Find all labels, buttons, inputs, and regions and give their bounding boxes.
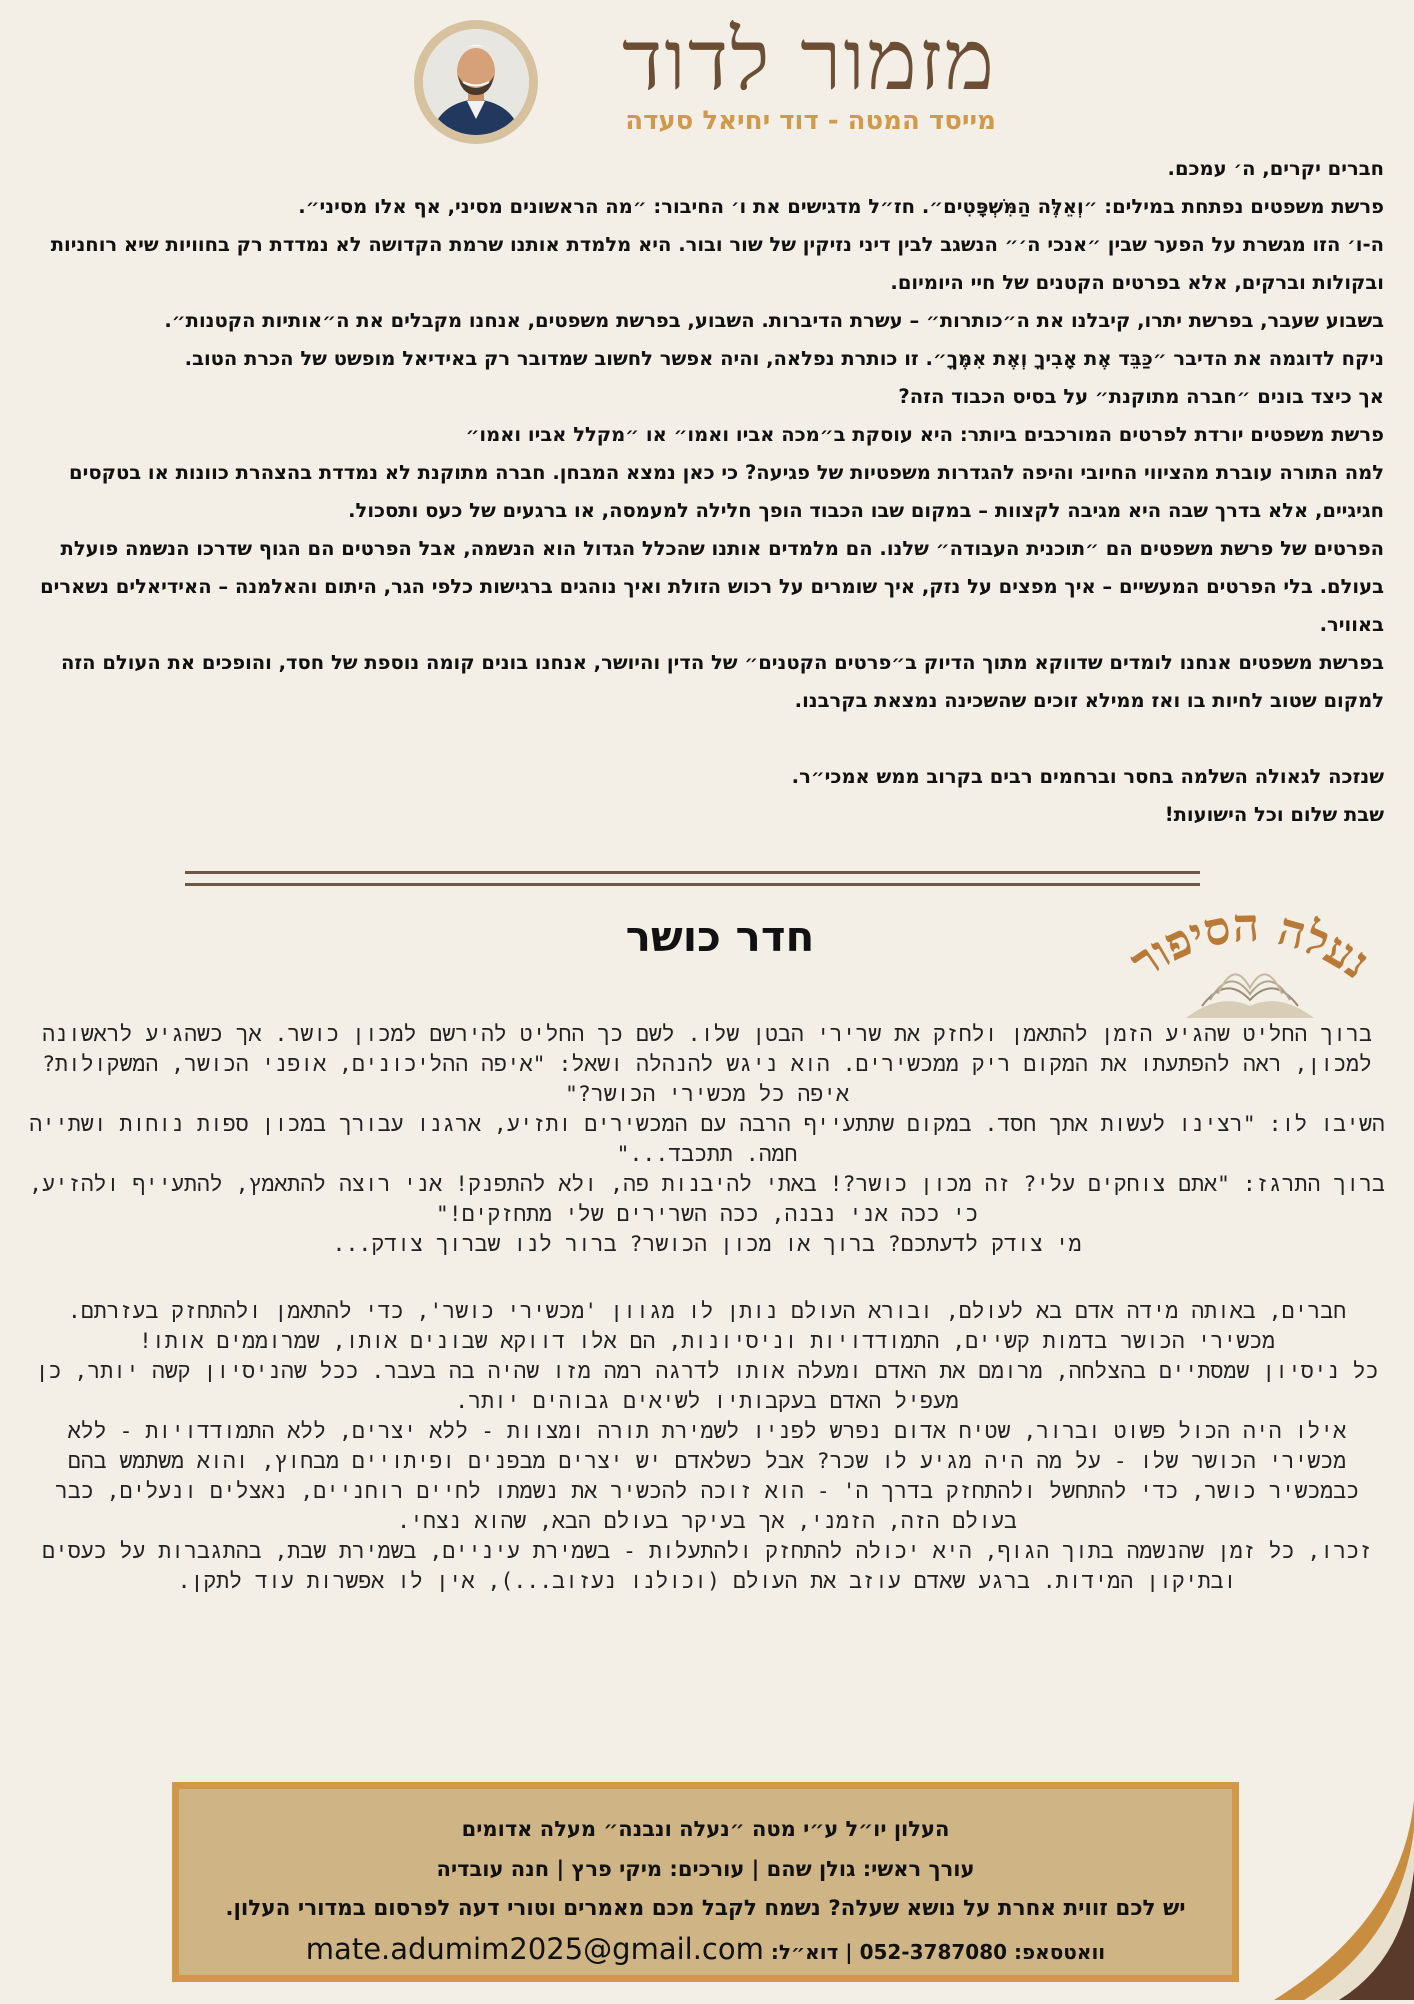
page-title: מזמור לדוד [621, 11, 996, 109]
footer-invitation: יש לכם זווית אחרת על נושא שעלה? נשמח לקבל מכם מאמרים וטורי דעה לפרסום במדורי העלון. [225, 1896, 1186, 1921]
footer-publisher: העלון יו״ל ע״י מטה ״נעלה ונבנה״ מעלה אדומים [461, 1817, 950, 1841]
weekly-letter [20, 150, 1384, 834]
story-paragraph: זכרו, כל זמן שהנשמה בתוך הגוף, היא יכולה להתחזק ולהתעלות - בשמירת עיניים, בשמירת שבת, בהתגברות על כעסים ובתיקון המידות. ברגע שאדם עוזב את העולם (וכולנו נעזוב...), אין לו אפשרות עוד לתקן. [42, 1539, 1372, 1594]
story-paragraph: חברים, באותה מידה אדם בא לעולם, ובורא העולם נותן לו מגוון 'מכשירי כושר', כדי להתאמן ולהתחזק בעזרתם. מכשירי הכושר בדמות קשיים, התמודדויות וניסיונות, הם אלו דווקא שבונים אותו, שמרוממים אותו! [67, 1299, 1347, 1354]
story-section-badge [1118, 896, 1382, 1020]
svg-text:נעלה הסיפור [1120, 898, 1380, 990]
footer-contact [179, 1932, 1232, 1966]
story-paragraph: מי צודק לדעתכם? ברוך או מכון הכושר? ברור לנו שברוך צודק... [332, 1232, 1082, 1257]
open-book-icon [1186, 974, 1314, 1018]
footer-contact-prefix: וואטסאפ: 052-3787080 | דוא״ל: [770, 1940, 1106, 1964]
letter-paragraph: בפרשת משפטים אנחנו לומדים שדווקא מתוך הדיוק ב״פרטים הקטנים״ של הדין והיושר, אנחנו בונים קומה נוספת של חסד, והופכים את העולם הזה למקום שטוב לחיות בו ואז ממילא זוכים שהשכינה נמצאת בקרבנו. [60, 651, 1384, 712]
letter-paragraph: פרשת משפטים נפתחת במילים: ״וְאֵלֶּה הַמִּשְׁפָּטִים״. חז״ל מדגישים את ו׳ החיבור: ״מה הראשונים מסיני, אף אלו מסיני״. [298, 195, 1384, 218]
footer-editors: עורך ראשי: גולן שהם | עורכים: מיקי פרץ | חנה עובדיה [436, 1857, 975, 1881]
story-paragraph: כל ניסיון שמסתיים בהצלחה, מרומם את האדם ומעלה אותו לדרגה רמה מזו שהיה בה בעבר. ככל שהניסיון קשה יותר, כן מעפיל האדם בעקבותיו לשיאים גבוהים יותר. [35, 1359, 1379, 1414]
story-paragraph: אילו היה הכול פשוט וברור, שטיח אדום נפרש לפניו לשמירת תורה ומצוות - ללא יצרים, ללא התמודדויות - ללא מכשירי הכושר שלו - על מה היה מגיע לו שכר? אבל כשלאדם יש יצרים מבפנים ופיתויים מבחוץ, והוא משתמש בהם כבמכשיר כושר, כדי להתחשל ולהתחזק בדרך ה' - הוא זוכה להכשיר את נשמתו לחיים רוחניים, נאצלים ונעלים, כבר בעולם הזה, הזמני, אך בעיקר בעולם הבא, שהוא נצחי. [54, 1419, 1360, 1534]
story-text [28, 1020, 1386, 1597]
letter-greeting: שבת שלום וכל הישועות! [1164, 803, 1384, 826]
letter-blessing: שנזכה לגאולה השלמה בחסר וברחמים רבים בקרוב ממש אמכי״ר. [791, 765, 1384, 788]
footer-box [172, 1782, 1239, 1982]
founder-subtitle: מייסד המטה - דוד יחיאל סעדה [625, 106, 996, 136]
story-paragraph: ברוך החליט שהגיע הזמן להתאמן ולחזק את שרירי הבטן שלו. לשם כך החליט להירשם למכון כושר. אך כשהגיע לראשונה למכון, ראה להפתעתו את המקום ריק ממכשירים. הוא ניגש להנהלה ושאל: "איפה ההליכונים, אופני הכושר, המשקולות? איפה כל מכשירי הכושר?" [42, 1022, 1372, 1107]
badge-title: נעלה הסיפור [1120, 897, 1381, 990]
divider-line-bottom [185, 883, 1200, 886]
letter-paragraph: פרשת משפטים יורדת לפרטים המורכבים ביותר: היא עוסקת ב״מכה אביו ואמו״ או ״מקלל אביו ואמו״ [465, 423, 1384, 446]
letter-paragraph: בשבוע שעבר, בפרשת יתרו, קיבלנו את ה״כותרות״ – עשרת הדיברות. השבוע, בפרשת משפטים, אנחנו מקבלים את ה״אותיות הקטנות״. [164, 309, 1384, 332]
corner-ornament [1234, 1800, 1414, 2000]
story-paragraph: השיבו לו: "רצינו לעשות אתך חסד. במקום שתתעייף הרבה עם המכשירים ותזיע, ארגנו עבורך במכון ספות נוחות ושתייה חמה. תתכבד..." [29, 1112, 1385, 1167]
header [0, 0, 1414, 150]
email-link[interactable]: mate.adumim2025@gmail.com [305, 1932, 764, 1966]
letter-paragraph: ה-ו׳ הזו מגשרת על הפער שבין ״אנכי ה׳״ הנשגב לבין דיני נזיקין של שור ובור. היא מלמדת אותנו שרמת הקדושה לא נמדדת רק בחוויות שיא רוחניות ובקולות וברקים, אלא בפרטים הקטנים של חיי היומיום. [50, 233, 1384, 294]
letter-paragraph: חברים יקרים, ה׳ עמכם. [1167, 157, 1384, 180]
portrait-image [423, 29, 529, 135]
letter-paragraph: ניקח לדוגמה את הדיבר ״כַּבֵּד אֶת אָבִיךָ וְאֶת אִמֶּךָ״. זו כותרת נפלאה, והיה אפשר לחשוב שמדובר רק באידיאל מופשט של הכרת הטוב. [184, 347, 1384, 370]
letter-paragraph: למה התורה עוברת מהציווי החיובי והיפה להגדרות משפטיות של פגיעה? כי כאן נמצא המבחן. חברה מתוקנת לא נמדדת בהצהרת כוונות או בטקסים חגיגיים, אלא בדרך שבה היא מגיבה לקצוות – במקום שבו הכבוד הופך חלילה למעמסה, או ברגעים של כעס ותסכול. [69, 461, 1384, 522]
section-title: חדר כושר [625, 912, 815, 961]
letter-paragraph: הפרטים של פרשת משפטים הם ״תוכנית העבודה״ שלנו. הם מלמדים אותנו שהכלל הגדול הוא הנשמה, אבל הפרטים הם הגוף שדרכו הנשמה פועלת בעולם. בלי הפרטים המעשיים – איך מפצים על נזק, איך שומרים על רכוש הזולת ואיך נוהגים ברגישות כלפי הגר, היתום והאלמנה – האידיאלים נשארים באוויר. [40, 537, 1384, 636]
letter-paragraph: אך כיצד בונים ״חברה מתוקנת״ על בסיס הכבוד הזה? [898, 385, 1384, 408]
story-paragraph: ברוך התרגז: "אתם צוחקים עלי? זה מכון כושר?! באתי להיבנות פה, ולא להתפנק! אני רוצה להתאמץ, להתעייף ולהזיע, כי ככה אני נבנה, ככה השרירים שלי מתחזקים!" [29, 1172, 1385, 1227]
divider-line-top [185, 871, 1200, 874]
avatar [414, 20, 538, 144]
